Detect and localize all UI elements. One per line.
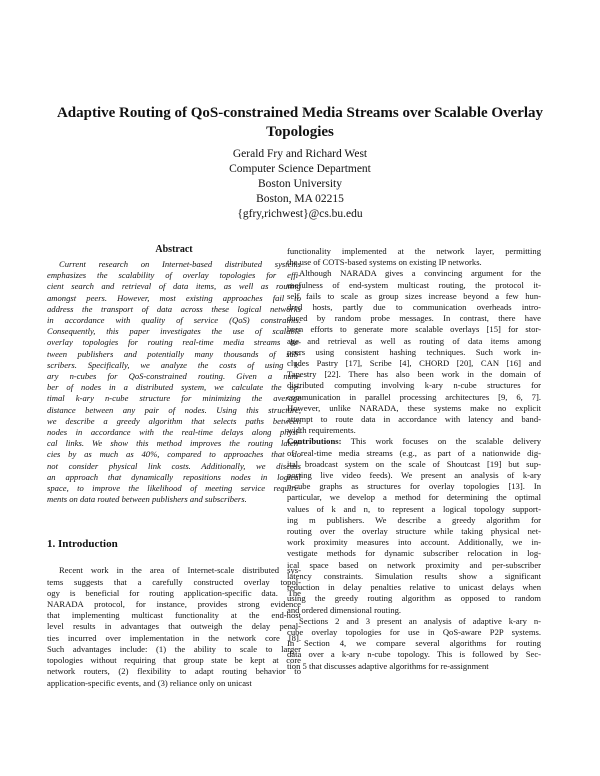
text-line: that implementing multicast functionality at the end-host (47, 610, 301, 621)
title-line-1: Adaptive Routing of QoS-constrained Media Streams over Scalable Overlay (56, 105, 544, 121)
author-department: Computer Science Department (229, 163, 371, 175)
text-line: the use of COTS-based systems on existing IP networks. (287, 257, 482, 268)
title-line-2: Topologies (266, 124, 334, 140)
text-line: vestigate methods for dynamic subscriber relocation in log- (287, 548, 541, 559)
author-block (150, 147, 450, 222)
text-line: ber of nodes in a distributed system, we calculate the op- (47, 382, 301, 393)
text-line: usefulness of end-system multicast routing, the protocol it- (287, 279, 541, 290)
text-line: topologies without requiring that group state be kept at core (47, 655, 301, 666)
text-line: ical space based on network proximity and per-subscriber (287, 559, 541, 570)
text-line: particular, we develop a method for determining the optimal (287, 492, 541, 503)
text-line: network routers, (2) flexibility to adapt routing behavior to (47, 666, 301, 677)
author-city: Boston, MA 02215 (256, 193, 344, 205)
text-line: nodes in accordance with the real-time delays along physi- (47, 427, 301, 438)
text-line: Current research on Internet-based distributed systems (59, 259, 301, 269)
text-line: Although NARADA gives a convincing argument for the (299, 268, 541, 279)
text-line: cal links. We show this method improves the routing laten- (47, 438, 301, 449)
text-line: peers using consistent hashing techniques. Such work in- (287, 346, 541, 357)
text-line: ing m publishers. We describe a greedy algorithm for (287, 514, 541, 525)
text-line: cies by as much as 40%, compared to approaches that do (47, 449, 301, 460)
text-line: Recent work in the area of Internet-scale distributed sys- (59, 565, 301, 576)
text-line: ital broadcast system on the scale of Shoutcast [19] but sup- (287, 458, 541, 469)
text-line: space, to improve the likelihood of meeting service require- (47, 483, 301, 494)
contributions-body (287, 448, 541, 616)
text-line: in accordance with quality of service (QoS) constraints. (47, 315, 301, 326)
text-line: data over a k-ary n-cube topology. This is followed by Sec- (287, 649, 541, 660)
introduction-heading: 1. Introduction (47, 538, 118, 551)
text-line: values of k and n, to represent a logical topology support- (287, 503, 541, 514)
text-line: ary n-cubes for QoS-constrained routing. Given a num- (47, 371, 301, 382)
text-line: timal k-ary n-cube structure for minimizing the average (47, 393, 301, 404)
contributions-first-line: This work focuses on the scalable delivery (341, 436, 541, 447)
text-line: ogy is beneficial for routing application-specific data. The (47, 587, 301, 598)
text-line: Sections 2 and 3 present an analysis of adaptive k-ary n- (299, 615, 541, 626)
text-line: Such advantages include: (1) the ability to scale to larger (47, 643, 301, 654)
text-line: ments on data routed between publishers and subscribers. (47, 494, 247, 505)
paper-title (40, 104, 560, 142)
text-line: application-specific events, and (3) reliance only on unicast (47, 677, 252, 688)
text-line: been efforts to generate more scalable overlays [15] for stor- (287, 324, 541, 335)
right-column (287, 246, 541, 672)
text-line: address the transport of data across these logical networks (47, 303, 301, 314)
text-line: porting live video feeds). We present an analysis of k-ary (287, 470, 541, 481)
text-line: cient search and retrieval of data items, as well as routing (47, 281, 301, 292)
text-line: cludes Pastry [17], Scribe [4], CHORD [20], CAN [16] and (287, 358, 541, 369)
text-line: However, unlike NARADA, these systems make no explicit (287, 402, 541, 413)
author-email: {gfry,richwest}@cs.bu.edu (237, 208, 363, 220)
text-line: an approach that dynamically repositions nodes in logical (47, 471, 301, 482)
abstract-heading: Abstract (155, 244, 193, 255)
text-line: overlay topologies for routing real-time media streams be- (47, 337, 301, 348)
text-line: reduction in delay penalties relative to unicast delays when (287, 582, 541, 593)
text-line: work proximity measures into account. Additionally, we in- (287, 537, 541, 548)
introduction-body (47, 565, 301, 688)
text-line: scribers. Specifically, we analyze the costs of using k- (47, 359, 301, 370)
text-line: tems suggests that a carefully constructed overlay topol- (47, 576, 301, 587)
text-line: latency constraints. Simulation results show a significant (287, 570, 541, 581)
text-line: distributed computing involving k-ary n-cube structures for (287, 380, 541, 391)
text-line: age and retrieval as well as routing of data items among (287, 335, 541, 346)
text-line: self fails to scale as group sizes increase beyond a few hun- (287, 290, 541, 301)
paragraph-narada-continued (287, 246, 541, 268)
text-line: cube overlay topologies for use in QoS-aware P2P systems. (287, 626, 541, 637)
text-line: functionality implemented at the network layer, permitting (287, 246, 541, 256)
text-line: dred hosts, partly due to communication overheads intro- (287, 302, 541, 313)
text-line: level results in advantages that outweigh the delay penal- (47, 621, 301, 632)
text-line: amongst peers. However, most existing approaches fail to (47, 292, 301, 303)
text-line: ties incurred over implementation in the network core [8]. (47, 632, 301, 643)
text-line: Tapestry [22]. There has also been work in the domain of (287, 369, 541, 380)
contributions-label: Contributions: (287, 436, 342, 447)
text-line: using the greedy routing algorithm as opposed to random (287, 593, 541, 604)
text-line (287, 436, 541, 447)
text-line: we describe a greedy algorithm that selects paths between (47, 415, 301, 426)
text-line: not consider physical link costs. Additionally, we discuss (47, 460, 301, 471)
paragraph-contributions (287, 436, 541, 615)
text-line: tween publishers and potentially many thousands of sub- (47, 348, 301, 359)
text-line: and ordered dimensional routing. (287, 604, 402, 615)
paragraph-related-work (287, 268, 541, 436)
left-column (47, 243, 301, 689)
text-line: distance between any pair of nodes. Using this structure, (47, 404, 301, 415)
text-line: emphasizes the scalability of overlay topologies for effi- (47, 270, 301, 281)
text-line: of real-time media streams (e.g., as part of a nationwide dig- (287, 447, 541, 458)
text-line: Consequently, this paper investigates the use of scalable (47, 326, 301, 337)
text-line: communication in parallel processing architectures [9, 6, 7]. (287, 391, 541, 402)
author-university: Boston University (257, 178, 342, 190)
text-line: width requirements. (287, 425, 356, 436)
text-line: attempt to route data in accordance with latency and band- (287, 414, 541, 425)
text-line: routing over the overlay structure while taking physical net- (287, 526, 541, 537)
text-line: duced by random probe messages. In contrast, there have (287, 313, 541, 324)
author-names: Gerald Fry and Richard West (232, 148, 368, 160)
paragraph-outline (287, 616, 541, 672)
text-line: NARADA protocol, for instance, provides strong evidence (47, 599, 301, 610)
text-line: In Section 4, we compare several algorithms for routing (287, 638, 541, 649)
abstract-body (47, 259, 301, 505)
text-line: n-cube graphs as structures for overlay topologies [13]. In (287, 481, 541, 492)
text-line: tion 5 that discusses adaptive algorithms for re-assignment (287, 660, 489, 671)
